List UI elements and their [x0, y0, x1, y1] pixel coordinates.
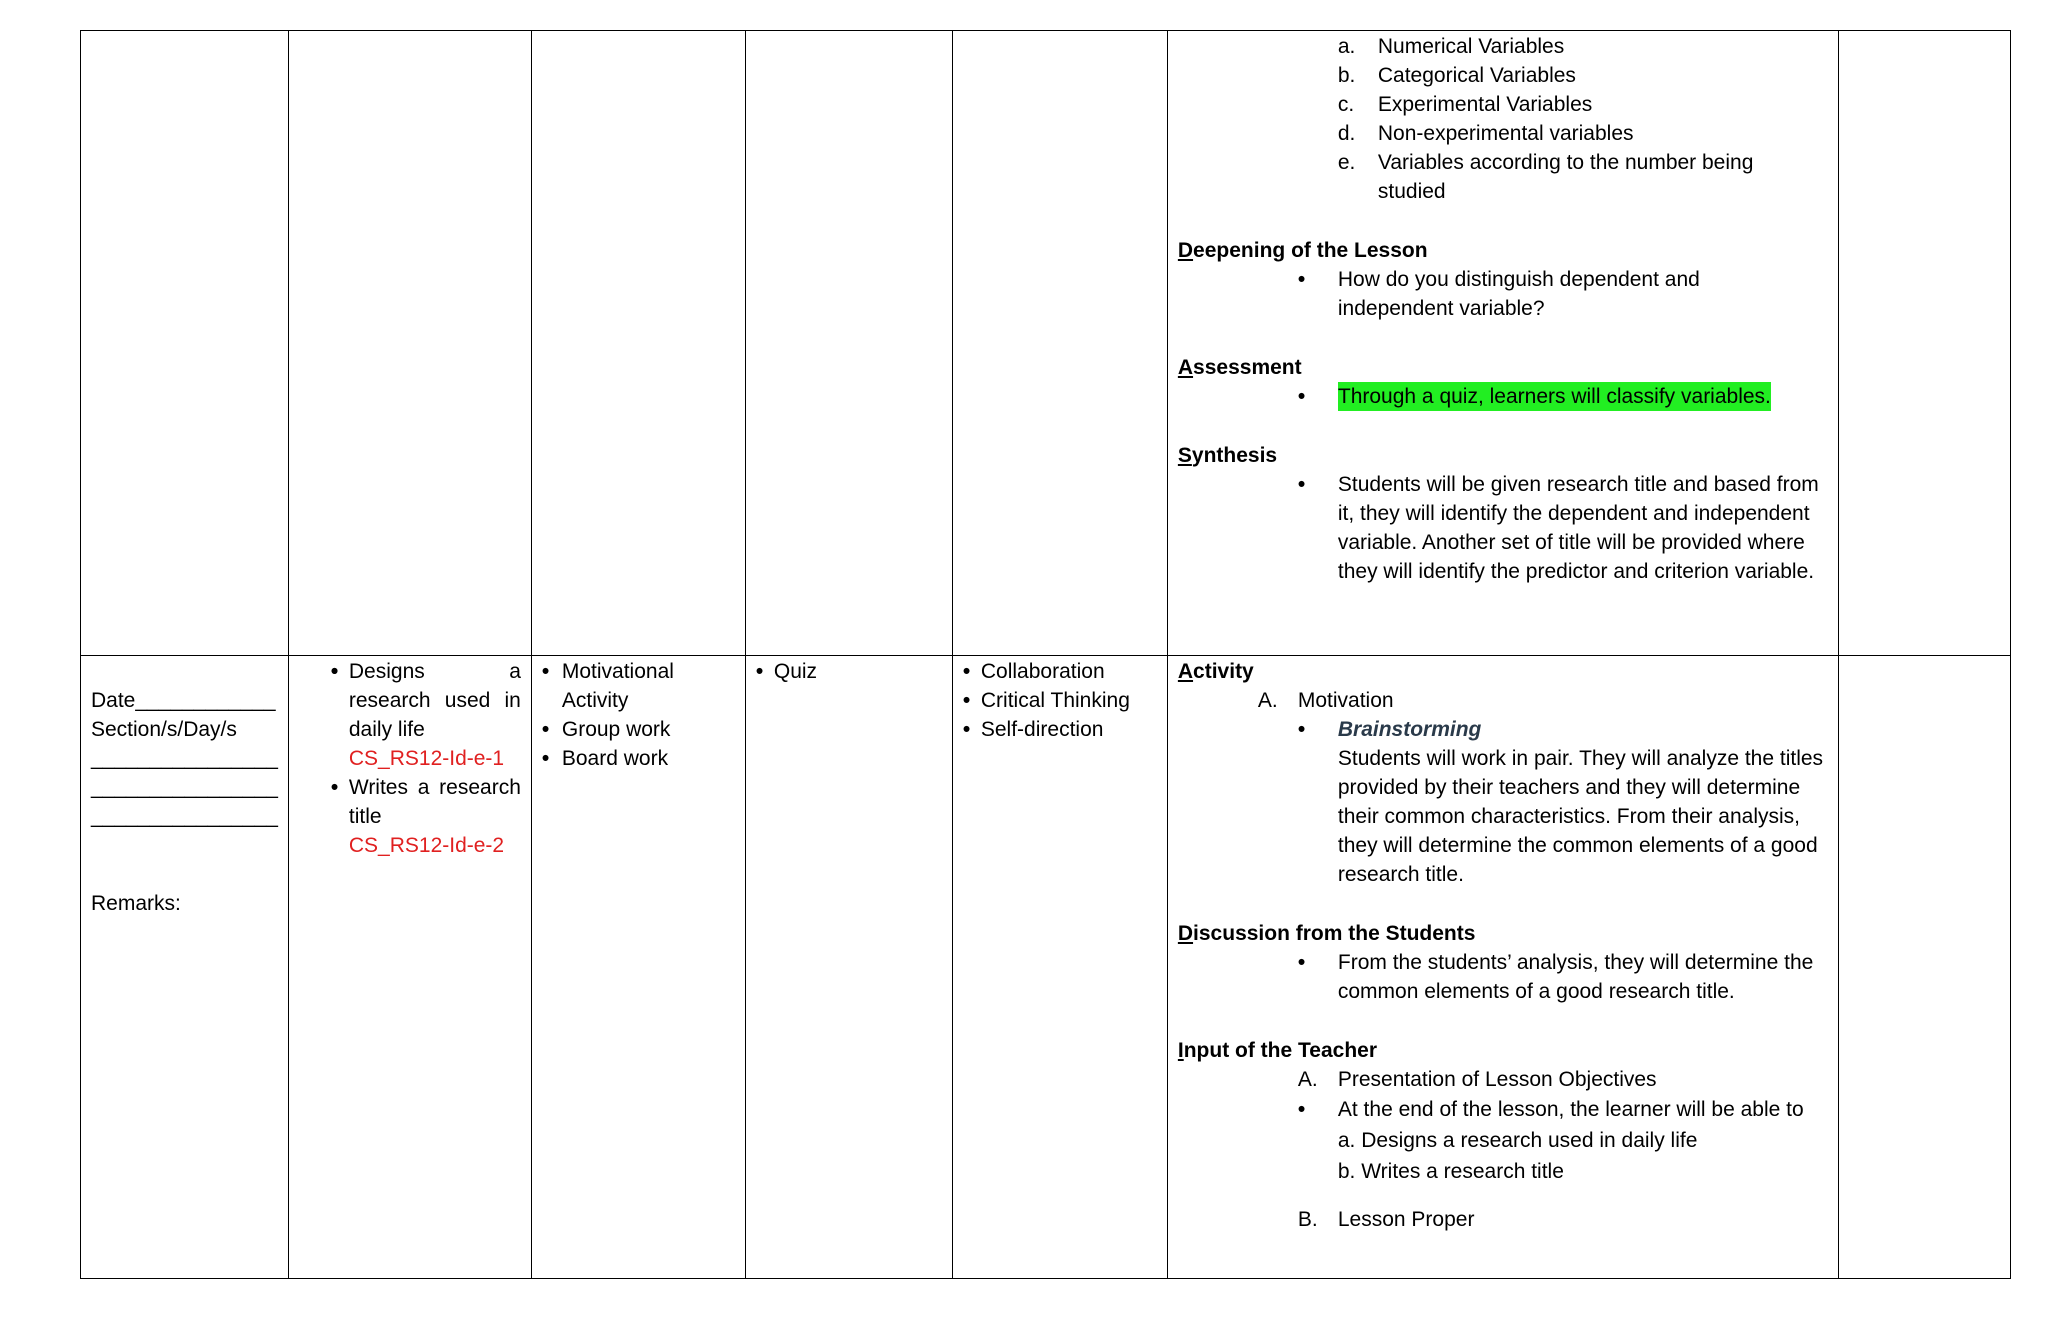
assessment-cell [745, 656, 952, 1279]
motivation-item [1258, 686, 1828, 715]
list-marker: d. [1337, 122, 1356, 145]
list-text: Numerical Variables [1377, 35, 1565, 58]
list-marker: A. [1297, 1068, 1318, 1091]
assessment-heading [1178, 353, 1828, 382]
list-marker: e. [1337, 151, 1356, 174]
discussion-heading [1178, 919, 1828, 948]
heading-initial: I [1177, 1039, 1184, 1062]
heading-rest: nput of the Teacher [1183, 1039, 1378, 1062]
bullet-text: From the students’ analysis, they will determine the common elements of a good research title. [1337, 951, 1814, 1003]
objective-code: CS_RS12-Id-e-1 [348, 747, 505, 770]
sub-objective: a. Designs a research used in daily life [1337, 1129, 1698, 1152]
blank-line: ________________ [91, 805, 278, 828]
heading-initial: D [1177, 922, 1194, 945]
list-text: Variables according to the number being studied [1377, 151, 1754, 203]
skill-text: Critical Thinking [980, 689, 1130, 712]
section-label: Section/s/Day/s [91, 718, 237, 741]
input-heading [1178, 1036, 1828, 1065]
bullet-icon [1298, 1094, 1338, 1187]
assessment-text: Quiz [773, 660, 818, 683]
reflection-cell [1838, 31, 2010, 656]
heading-rest: eepening of the Lesson [1193, 239, 1428, 262]
objectives-presentation-item [1298, 1065, 1828, 1094]
strategies-cell [531, 656, 745, 1279]
list-item [963, 715, 1157, 744]
heading-rest: ynthesis [1191, 444, 1278, 467]
heading-initial: S [1177, 444, 1192, 467]
brainstorm-text: Students will work in pair. They will analyze the titles provided by their teachers and they will determine their common characteristics. From their analysis, they will determine the common elements of a good research title. [1337, 747, 1824, 886]
sub-objective: b. Writes a research title [1337, 1160, 1564, 1183]
reflection-cell [1838, 656, 2010, 1279]
list-marker: c. [1337, 93, 1355, 116]
input-bullet [1298, 1094, 1828, 1187]
lesson-proper-item [1298, 1205, 1828, 1234]
objective-text: Writes a research title [348, 776, 521, 828]
list-item [542, 744, 735, 773]
heading-initial: A [1177, 356, 1194, 379]
assessment-bullet [1298, 382, 1828, 411]
date-cell [81, 656, 289, 1279]
table-row [81, 31, 2011, 656]
date-label: Date____________ [91, 689, 276, 712]
heading-initial: D [1177, 239, 1194, 262]
list-item [963, 657, 1157, 686]
deepening-bullet [1298, 265, 1828, 323]
highlighted-text: Through a quiz, learners will classify variables. [1338, 382, 1771, 411]
skills-cell [952, 656, 1167, 1279]
strategy-text: Group work [561, 718, 671, 741]
bullet-text: How do you distinguish dependent and independent variable? [1337, 268, 1700, 320]
list-marker: B. [1297, 1208, 1318, 1231]
list-item [542, 657, 735, 715]
blank-line: ________________ [91, 747, 278, 770]
heading-rest: ssessment [1193, 356, 1302, 379]
objective-text: Designs a research used in daily life [348, 660, 521, 741]
synthesis-heading [1178, 441, 1828, 470]
remarks-label: Remarks: [91, 892, 181, 915]
list-item [1338, 119, 1828, 148]
procedure-cell [1167, 31, 1838, 656]
table-row [81, 656, 2011, 1279]
date-cell [81, 31, 289, 656]
bullet-icon [1298, 382, 1338, 411]
bullet-icon [542, 715, 562, 744]
blank-line: ________________ [91, 776, 278, 799]
bullet-icon [963, 715, 981, 744]
heading-rest: ctivity [1193, 660, 1254, 683]
strategies-cell [531, 31, 745, 656]
brainstorm-item [1298, 715, 1828, 889]
bullet-icon [756, 657, 774, 686]
bullet-icon [542, 744, 562, 773]
list-marker: b. [1337, 64, 1356, 87]
brainstorm-title: Brainstorming [1337, 718, 1482, 741]
heading-initial: A [1177, 660, 1194, 683]
deepening-heading [1178, 236, 1828, 265]
assessment-cell [745, 31, 952, 656]
list-item [963, 686, 1157, 715]
skill-text: Self-direction [980, 718, 1104, 741]
list-item [1338, 90, 1828, 119]
bullet-icon [542, 657, 562, 715]
list-item [1338, 61, 1828, 90]
list-text: Experimental Variables [1377, 93, 1593, 116]
bullet-icon [1298, 948, 1338, 1006]
list-text: Non-experimental variables [1377, 122, 1634, 145]
strategy-text: Motivational Activity [561, 660, 674, 712]
skill-text: Collaboration [980, 660, 1105, 683]
synthesis-bullet [1298, 470, 1828, 586]
bullet-text: At the end of the lesson, the learner will be able to [1337, 1098, 1804, 1121]
bullet-icon [1298, 470, 1338, 586]
heading-rest: iscussion from the Students [1193, 922, 1476, 945]
list-item [1338, 32, 1828, 61]
objectives-cell [288, 31, 531, 656]
presentation-label: Presentation of Lesson Objectives [1337, 1068, 1657, 1091]
list-item [1338, 148, 1828, 206]
bullet-icon [963, 686, 981, 715]
objectives-cell [288, 656, 531, 1279]
objective-code: CS_RS12-Id-e-2 [348, 834, 505, 857]
lesson-proper-label: Lesson Proper [1337, 1208, 1475, 1231]
skills-cell [952, 31, 1167, 656]
list-marker: A. [1257, 689, 1278, 712]
activity-heading [1178, 657, 1828, 686]
discussion-bullet [1298, 948, 1828, 1006]
list-item [542, 715, 735, 744]
variables-list [1338, 32, 1828, 206]
lesson-plan-table [80, 30, 2011, 1279]
bullet-icon [963, 657, 981, 686]
strategy-text: Board work [561, 747, 669, 770]
motivation-label: Motivation [1297, 689, 1394, 712]
list-marker: a. [1337, 35, 1356, 58]
bullet-icon [1298, 265, 1338, 323]
list-item [756, 657, 942, 686]
bullet-icon [1298, 715, 1338, 889]
procedure-cell [1167, 656, 1838, 1279]
bullet-text: Students will be given research title and based from it, they will identify the dependent and independent variable. Another set of title will be provided where they will identify the predictor and criterion variable. [1337, 473, 1819, 583]
list-text: Categorical Variables [1377, 64, 1576, 87]
